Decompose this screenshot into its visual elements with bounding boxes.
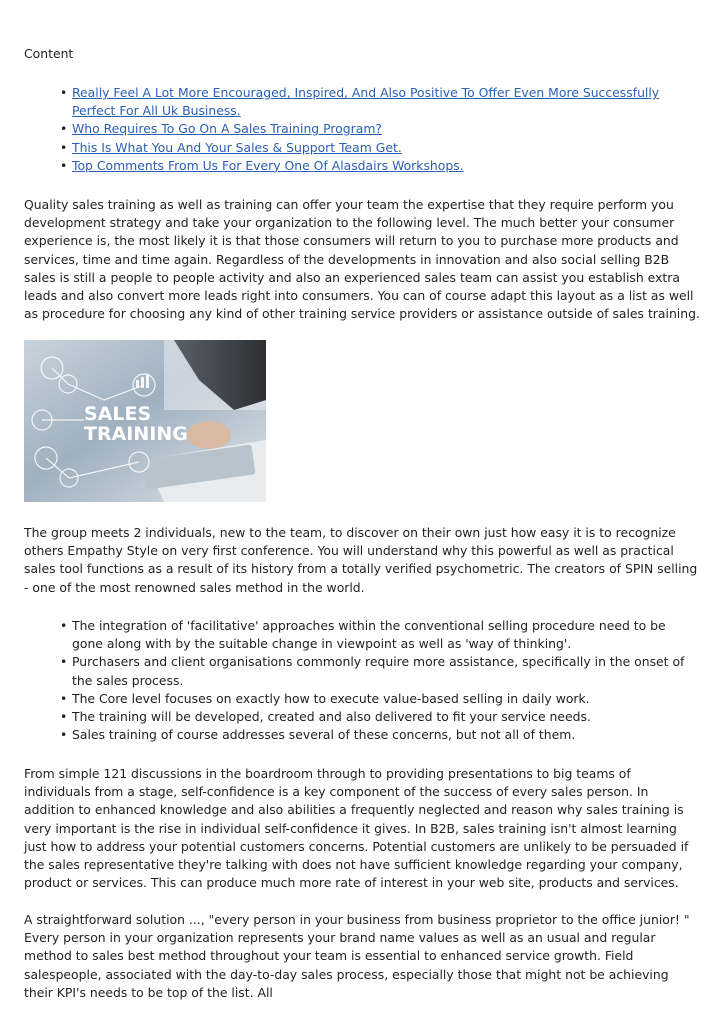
list-item: • Purchasers and client organisations commonly require more assistance, specifically in the onset of the sales process. [24,653,700,689]
paragraph-3: From simple 121 discussions in the boardroom through to providing presentations to big teams of individuals from a stage, self-confidence is a key component of the success of every sales person. In addition to enhanced knowledge and also abilities a frequently neglected and reason why sales training is very important is the rise in individual self-confidence it gives. In B2B, sales training isn't almost learning just how to address your potential customers concerns. Potential customers are unlikely to be persuaded if the sales representative they're talking with does not have sufficient knowledge regarding your company, product or services. This can produce much more rate of interest in your web site, products and services. [24,766,689,891]
toc-link-3[interactable]: This Is What You And Your Sales & Support Team Get. [72,139,402,155]
table-of-contents [24,84,700,175]
bullet-list-2 [24,617,700,744]
list-item: • Sales training of course addresses several of these concerns, but not all of them. [24,726,700,744]
toc-item [24,120,700,138]
list-item: • The integration of 'facilitative' approaches within the conventional selling procedure need to be gone along with by the suitable change in viewpoint as well as 'way of thinking'. [24,617,700,653]
paragraph-2: The group meets 2 individuals, new to the team, to discover on their own just how easy it is to recognize others Empathy Style on very first conference. You will understand why this powerful as well as practical sales tool functions as a result of its history from a totally verified psychometric. The creators of SPIN selling - one of the most renowned sales method in the world. [24,525,698,595]
toc-item [24,84,700,120]
list-item: • The Core level focuses on exactly how to execute value-based selling in daily work. [24,690,700,708]
toc-item [24,157,700,175]
toc-link-4[interactable]: Top Comments From Us For Every One Of Alasdairs Workshops. [72,157,464,173]
toc-link-1[interactable]: Really Feel A Lot More Encouraged, Inspired, And Also Positive To Offer Even More Successfully Perfect For All Uk Business. [72,85,660,119]
content-heading: Content [24,46,74,61]
list-item: • The training will be developed, created and also delivered to fit your service needs. [24,708,700,726]
paragraph-4: A straightforward solution ..., "every person in your business from business proprietor to the office junior! " Every person in your organization represents your brand name values as well as an usual and regular method to sales best method throughout your team is essential to enhanced service growth. Field salespeople, associated with the day-to-day sales process, especially those that might not be achieving their KPI's needs to be top of the list. All [24,912,690,1000]
toc-item [24,139,700,157]
sales-training-image [24,340,266,502]
image-text-line-1: SALES [84,403,152,425]
toc-link-2[interactable]: Who Requires To Go On A Sales Training Program? [72,121,382,137]
paragraph-1: Quality sales training as well as training can offer your team the expertise that they require perform you development strategy and take your organization to the following level. The much better your consumer experience is, the most likely it is that those consumers will return to you to purchase more products and services, time and time again. Regardless of the developments in innovation and also social selling B2B sales is still a people to people activity and also an experienced sales team can assist you establish extra leads and also convert more leads right into consumers. You can of course adapt this layout as a list as well as procedure for choosing any kind of other training service providers or assistance outside of sales training. [24,197,700,322]
image-text-line-2: TRAINING [84,423,188,445]
